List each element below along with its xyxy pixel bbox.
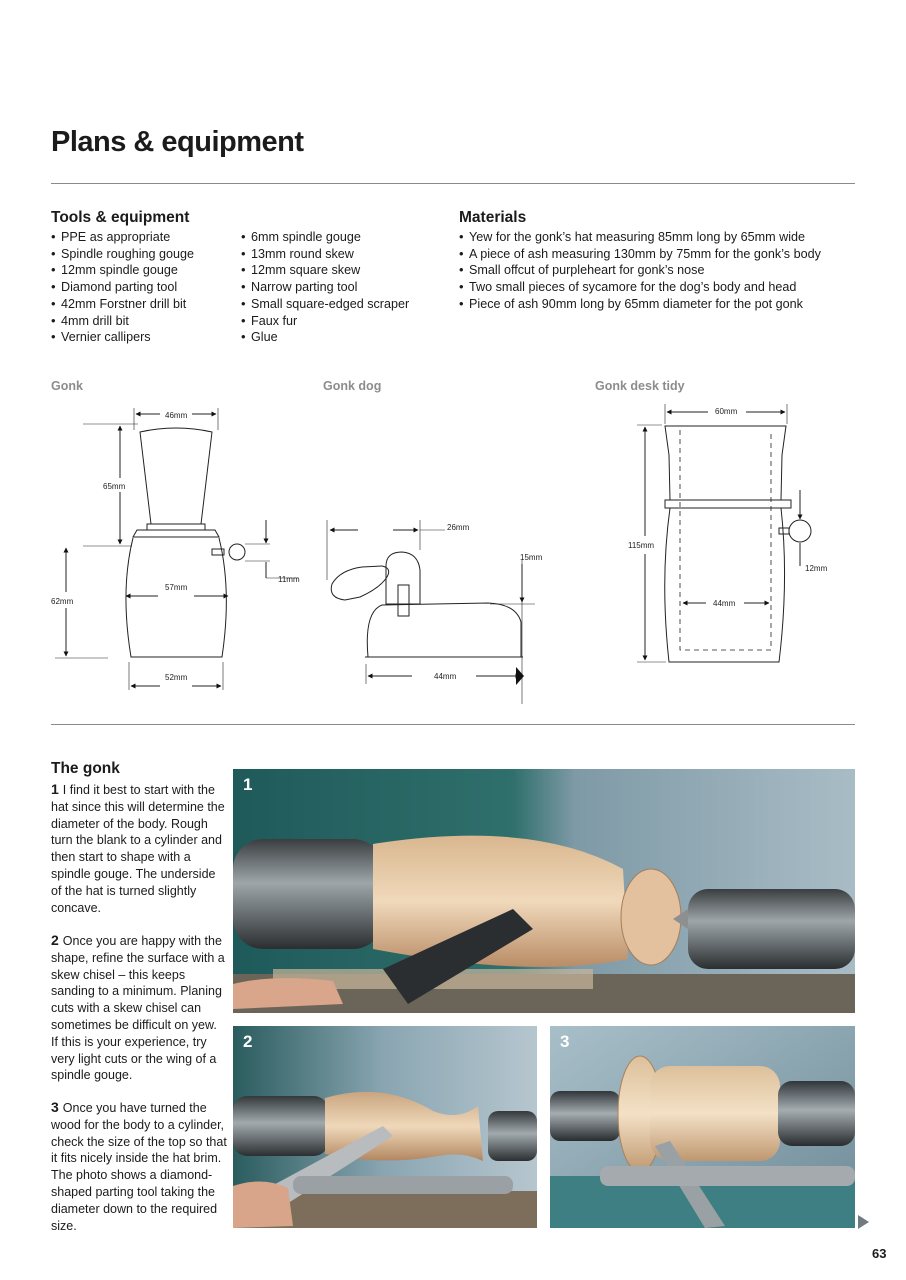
material-item: • Two small pieces of sycamore for the dog’s body and head (459, 279, 821, 296)
page-number: 63 (872, 1246, 887, 1261)
plan-drawings (0, 395, 906, 715)
photo-3-image (550, 1026, 855, 1228)
tools-list-col2 (241, 229, 409, 346)
page-title: Plans & equipment (51, 126, 304, 158)
photo-3 (550, 1026, 855, 1228)
step-2-paragraph (51, 932, 227, 1084)
tool-item: • Small square-edged scraper (241, 296, 409, 313)
dog-drawing (327, 520, 535, 704)
photo-1-number: 1 (243, 775, 253, 794)
gonk-drawing (55, 408, 298, 690)
material-item: • A piece of ash measuring 130mm by 75mm for the gonk’s body (459, 246, 821, 263)
tool-item: • 12mm spindle gouge (51, 262, 194, 279)
tool-item: • 42mm Forstner drill bit (51, 296, 194, 313)
step-number: 3 (51, 1099, 59, 1115)
material-item: • Piece of ash 90mm long by 65mm diameter for the pot gonk (459, 296, 821, 313)
materials-list (459, 229, 821, 313)
tool-item: • 6mm spindle gouge (241, 229, 409, 246)
step-text: I find it best to start with the hat since this will determine the diameter of the body. Rough turn the blank to a cylinder and then start to shape with a spindle gouge. The underside of the hat is turned slightly concave. (51, 783, 225, 915)
material-item: • Yew for the gonk’s hat measuring 85mm long by 65mm wide (459, 229, 821, 246)
next-page-arrow-icon (858, 1215, 869, 1229)
tidy-dim-height: 115mm (628, 541, 655, 550)
dog-diagram-label: Gonk dog (323, 379, 382, 393)
tool-item: • Narrow parting tool (241, 279, 409, 296)
photo-3-number: 3 (560, 1032, 570, 1051)
middle-divider (51, 724, 855, 725)
tidy-dim-inner: 44mm (713, 599, 736, 608)
tool-item: • 13mm round skew (241, 246, 409, 263)
photo-2-number: 2 (243, 1032, 253, 1051)
tidy-diagram-label: Gonk desk tidy (595, 379, 685, 393)
tidy-dim-top: 60mm (715, 407, 738, 416)
gonk-dim-base: 52mm (165, 673, 188, 682)
gonk-dim-nose: 11mm (278, 575, 300, 584)
tool-item: • Diamond parting tool (51, 279, 194, 296)
top-divider (51, 183, 855, 184)
tidy-drawing (637, 404, 811, 662)
step-3-paragraph (51, 1099, 227, 1234)
tool-item: • 12mm square skew (241, 262, 409, 279)
dog-dim-height: 15mm (520, 553, 543, 562)
step-number: 2 (51, 932, 59, 948)
photo-2-image (233, 1026, 537, 1228)
dog-dim-length: 44mm (434, 672, 457, 681)
tool-item: • PPE as appropriate (51, 229, 194, 246)
photo-1-image (233, 769, 855, 1013)
step-number: 1 (51, 781, 59, 797)
photo-2 (233, 1026, 537, 1228)
materials-heading: Materials (459, 209, 527, 226)
material-item: • Small offcut of purpleheart for gonk’s nose (459, 262, 821, 279)
gonk-diagram-label: Gonk (51, 379, 83, 393)
tool-item: • Vernier callipers (51, 329, 194, 346)
article-heading: The gonk (51, 760, 120, 777)
tool-item: • Faux fur (241, 313, 409, 330)
gonk-dim-body-height: 62mm (51, 597, 74, 606)
tool-item: • Glue (241, 329, 409, 346)
step-text: Once you are happy with the shape, refine the surface with a skew chisel – this keeps sanding to a minimum. Planing cuts with a skew chisel can sometimes be difficult on yew. If this is your experience, try very light cuts or the wing of a spindle gouge. (51, 934, 225, 1083)
step-text: Once you have turned the wood for the body to a cylinder, check the size of the top so that it fits nicely inside the hat brim. The photo shows a diamond-shaped parting tool taking the diameter down to the required size. (51, 1101, 227, 1233)
step-1-paragraph (51, 781, 227, 916)
gonk-dim-hat-height: 65mm (103, 482, 126, 491)
tool-item: • 4mm drill bit (51, 313, 194, 330)
tidy-dim-nose: 12mm (805, 564, 828, 573)
tool-item: • Spindle roughing gouge (51, 246, 194, 263)
dog-dim-head: 26mm (447, 523, 470, 532)
tools-list-col1 (51, 229, 194, 346)
photo-1 (233, 769, 855, 1013)
gonk-dim-body-width: 57mm (165, 583, 188, 592)
tools-heading: Tools & equipment (51, 209, 190, 226)
gonk-dim-top: 46mm (165, 411, 188, 420)
